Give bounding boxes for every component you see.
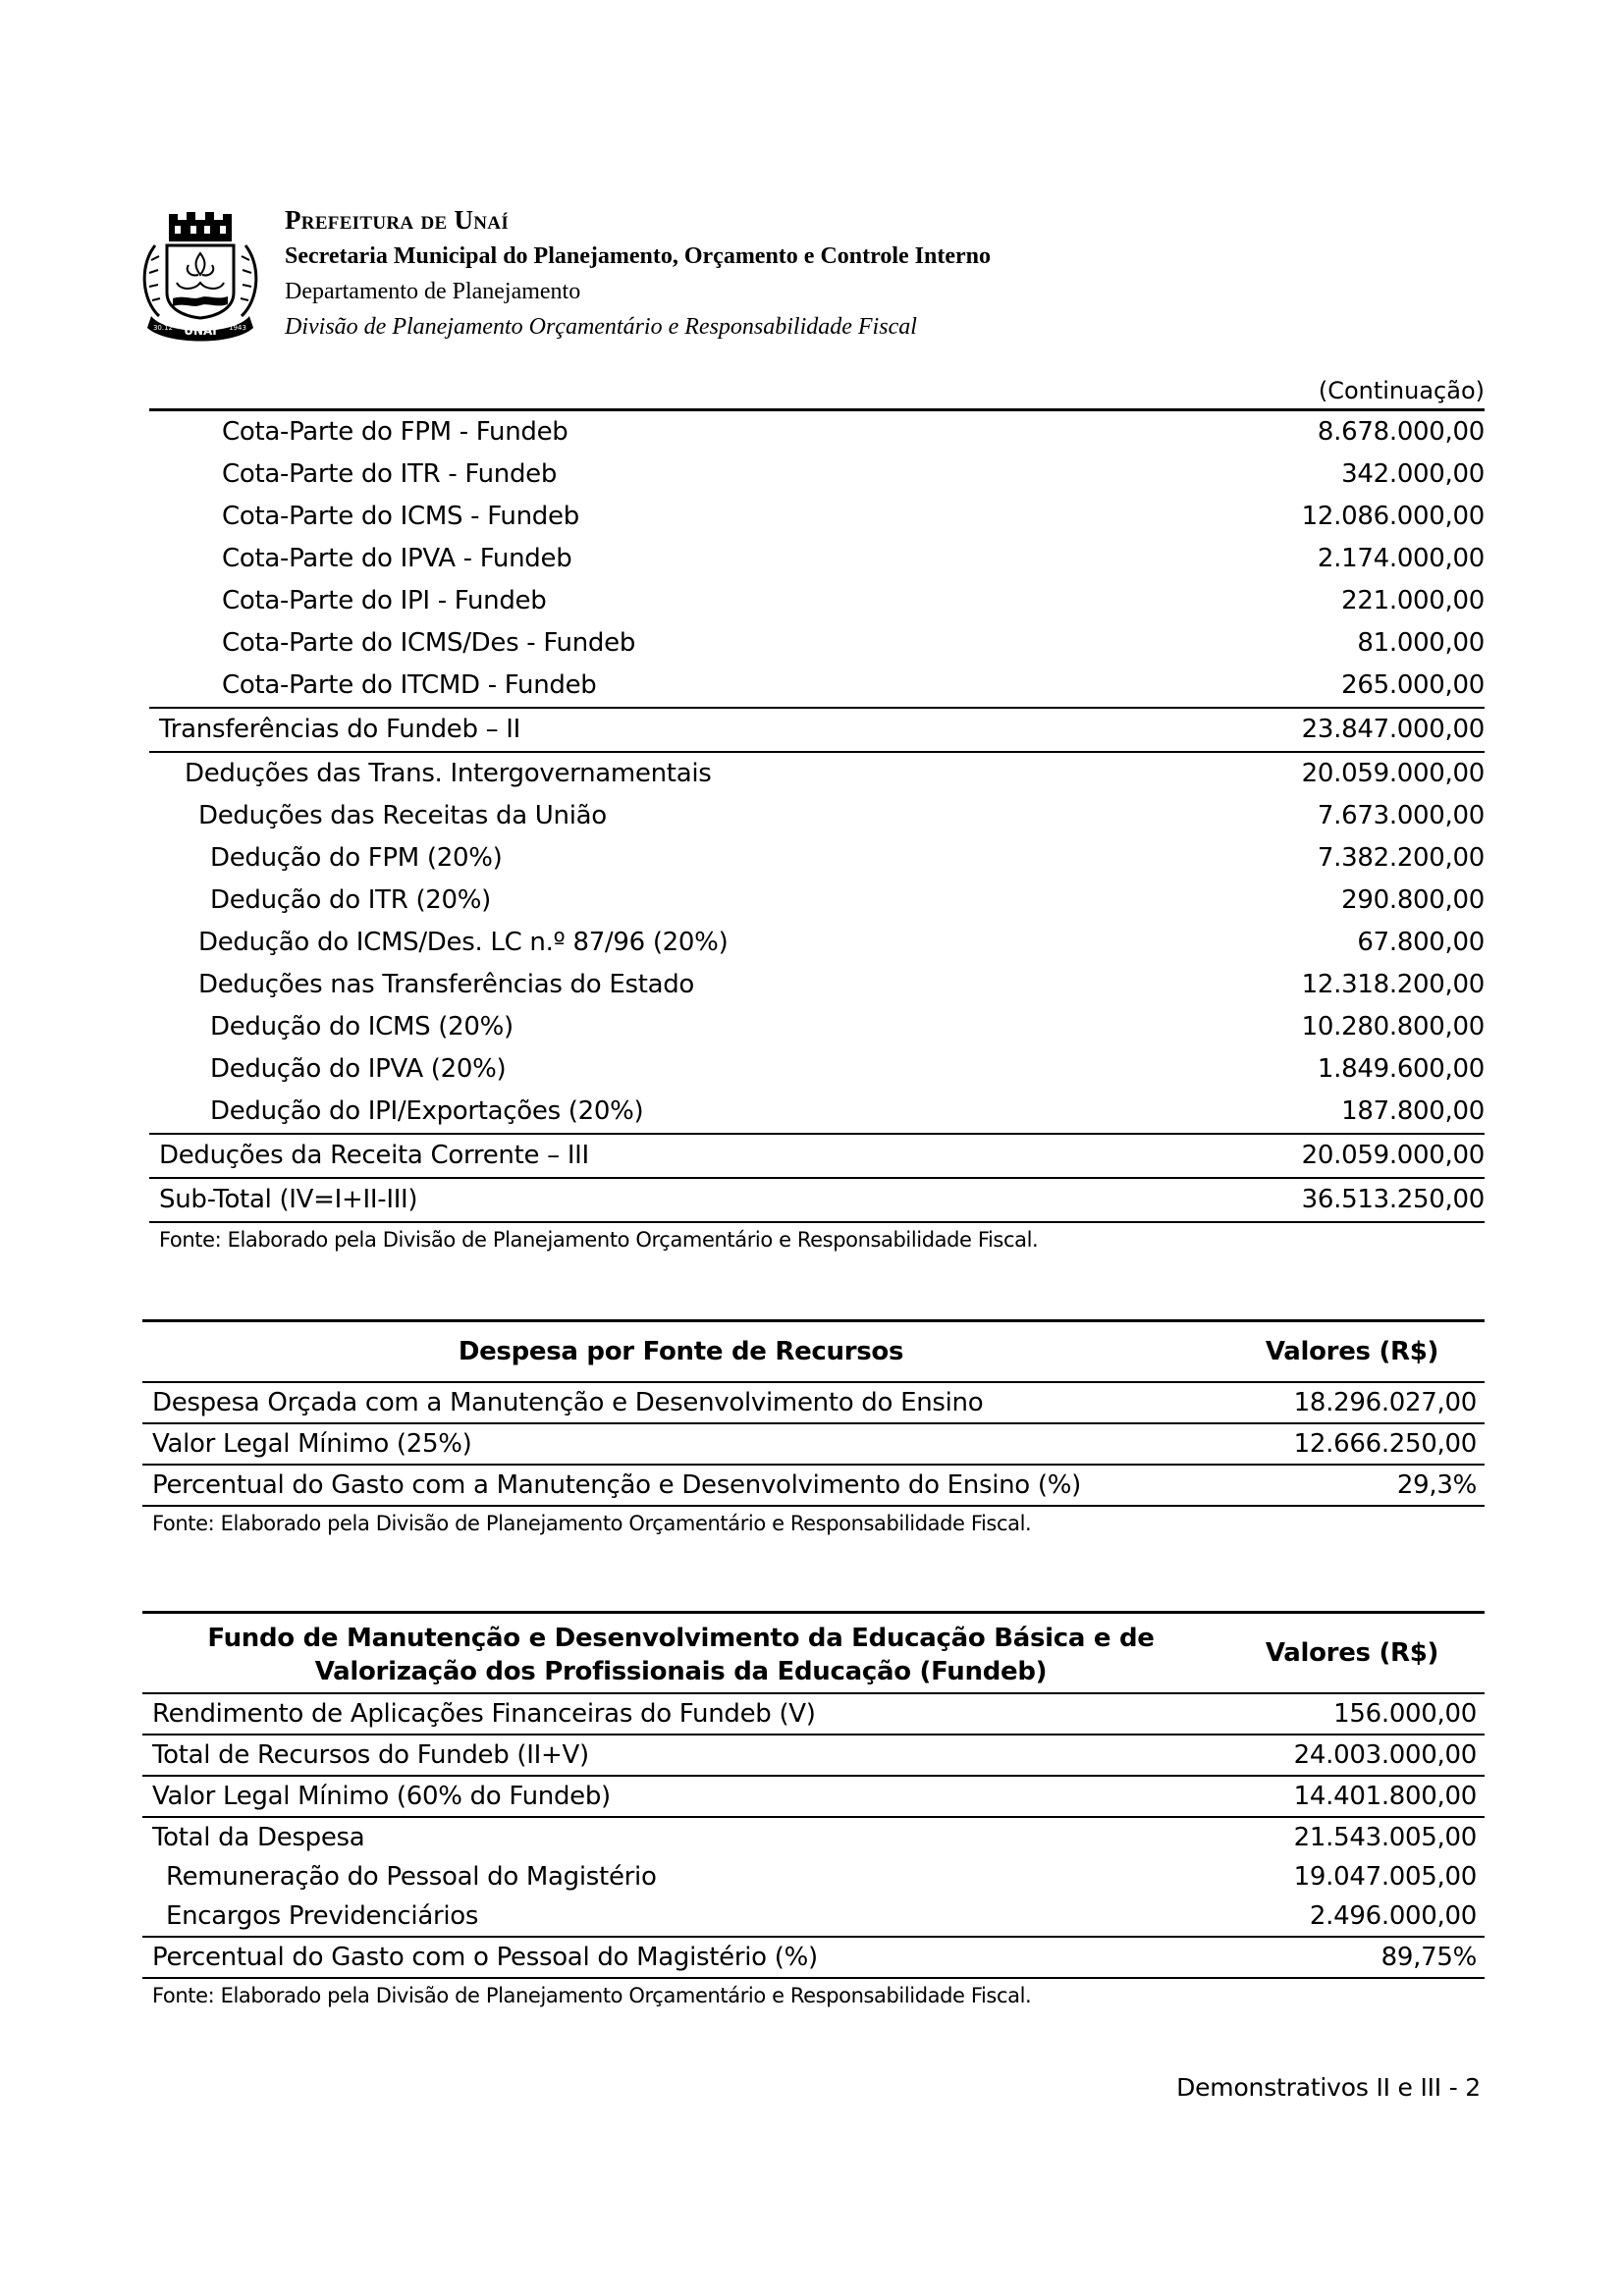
header-label-line1: Fundo de Manutenção e Desenvolvimento da Educação Básica e de xyxy=(207,1624,1155,1653)
row-value: 2.174.000,00 xyxy=(1317,544,1485,573)
table-row xyxy=(149,837,1485,880)
row-label: Cota-Parte do FPM - Fundeb xyxy=(222,417,568,447)
row-label: Cota-Parte do IPVA - Fundeb xyxy=(222,544,572,573)
row-value: 12.318.200,00 xyxy=(1301,970,1485,999)
fundeb-table xyxy=(142,1611,1485,2012)
row-value: 7.673.000,00 xyxy=(1317,801,1485,830)
row-label: Cota-Parte do ITCMD - Fundeb xyxy=(222,670,597,700)
table-row xyxy=(149,751,1485,795)
row-label: Encargos Previdenciários xyxy=(166,1901,479,1931)
row-value: 36.513.250,00 xyxy=(1301,1185,1485,1214)
header-value: Valores (R$) xyxy=(1265,1337,1439,1366)
table-row xyxy=(142,1816,1485,1857)
row-label: Dedução do IPVA (20%) xyxy=(210,1054,507,1084)
row-value: 1.849.600,00 xyxy=(1317,1054,1485,1084)
document-header xyxy=(285,201,991,345)
table-row xyxy=(149,454,1485,496)
table-row xyxy=(149,538,1485,580)
row-label: Deduções nas Transferências do Estado xyxy=(198,970,695,999)
row-label: Sub-Total (IV=I+II-III) xyxy=(159,1185,418,1214)
row-value: 21.543.005,00 xyxy=(1293,1823,1477,1852)
row-label: Dedução do ITR (20%) xyxy=(210,885,492,915)
table-row xyxy=(149,580,1485,622)
row-value: 290.800,00 xyxy=(1341,885,1485,915)
row-value: 14.401.800,00 xyxy=(1293,1782,1477,1811)
row-label: Cota-Parte do ICMS - Fundeb xyxy=(222,502,579,531)
table-row xyxy=(149,1133,1485,1177)
table-row xyxy=(149,1177,1485,1221)
table-source-note: Fonte: Elaborado pela Divisão de Planejamento Orçamentário e Responsabilidade Fiscal. xyxy=(152,1984,1032,2007)
revenue-continuation-table xyxy=(149,373,1485,1256)
table-header xyxy=(142,1322,1485,1381)
row-label: Dedução do ICMS/Des. LC n.º 87/96 (20%) xyxy=(198,928,729,957)
page-footer: Demonstrativos II e III - 2 xyxy=(1176,2073,1481,2102)
table-row xyxy=(149,795,1485,837)
row-label: Valor Legal Mínimo (25%) xyxy=(152,1429,472,1459)
table-row xyxy=(142,1464,1485,1505)
row-label: Total de Recursos do Fundeb (II+V) xyxy=(152,1740,589,1770)
row-label: Remuneração do Pessoal do Magistério xyxy=(166,1862,657,1892)
table-row xyxy=(142,1381,1485,1422)
row-label: Percentual do Gasto com o Pessoal do Magistério (%) xyxy=(152,1943,818,1972)
table-row xyxy=(149,411,1485,454)
table-row xyxy=(142,1734,1485,1775)
table-body xyxy=(142,1381,1485,1507)
logo-year: 1943 xyxy=(229,324,246,332)
row-value: 12.666.250,00 xyxy=(1293,1429,1477,1459)
row-value: 81.000,00 xyxy=(1357,628,1485,658)
header-divisao: Divisão de Planejamento Orçamentário e Responsabilidade Fiscal xyxy=(285,314,917,340)
table-row xyxy=(142,1857,1485,1896)
row-value: 8.678.000,00 xyxy=(1317,417,1485,447)
row-value: 156.000,00 xyxy=(1333,1699,1477,1729)
row-label: Cota-Parte do ICMS/Des - Fundeb xyxy=(222,628,636,658)
row-value: 18.296.027,00 xyxy=(1293,1388,1477,1417)
row-label: Valor Legal Mínimo (60% do Fundeb) xyxy=(152,1782,611,1811)
row-value: 342.000,00 xyxy=(1341,459,1485,489)
table-source-note: Fonte: Elaborado pela Divisão de Planejamento Orçamentário e Responsabilidade Fiscal. xyxy=(159,1228,1039,1252)
table-row xyxy=(142,1692,1485,1734)
table-row xyxy=(149,880,1485,922)
row-label: Percentual do Gasto com a Manutenção e Desenvolvimento do Ensino (%) xyxy=(152,1470,1081,1500)
header-title: Prefeitura de Unaí xyxy=(285,205,510,235)
row-value: 23.847.000,00 xyxy=(1301,715,1485,744)
table-row xyxy=(149,496,1485,538)
row-label: Total da Despesa xyxy=(152,1823,365,1852)
row-value: 187.800,00 xyxy=(1341,1096,1485,1126)
row-label: Dedução do FPM (20%) xyxy=(210,843,503,873)
row-value: 7.382.200,00 xyxy=(1317,843,1485,873)
row-label: Dedução do IPI/Exportações (20%) xyxy=(210,1096,644,1126)
header-label xyxy=(142,1618,1219,1688)
table-body xyxy=(142,1692,1485,1979)
table-row xyxy=(149,707,1485,751)
table-row xyxy=(142,1936,1485,1977)
table-row xyxy=(149,665,1485,707)
header-label: Despesa por Fonte de Recursos xyxy=(458,1337,904,1366)
logo-date: 30.12 xyxy=(152,324,174,332)
table-row xyxy=(149,1048,1485,1091)
row-value: 10.280.800,00 xyxy=(1301,1012,1485,1041)
row-label: Rendimento de Aplicações Financeiras do Fundeb (V) xyxy=(152,1699,816,1729)
header-secretaria: Secretaria Municipal do Planejamento, Orçamento e Controle Interno xyxy=(285,243,991,269)
row-label: Dedução do ICMS (20%) xyxy=(210,1012,514,1041)
header-value: Valores (R$) xyxy=(1265,1638,1439,1668)
row-label: Despesa Orçada com a Manutenção e Desenvolvimento do Ensino xyxy=(152,1388,984,1417)
row-value: 221.000,00 xyxy=(1341,586,1485,615)
table-source-note: Fonte: Elaborado pela Divisão de Planejamento Orçamentário e Responsabilidade Fiscal. xyxy=(152,1512,1032,1535)
logo-banner-text: UNAÍ xyxy=(184,324,217,338)
header-label-line2: Valorização dos Profissionais da Educação (Fundeb) xyxy=(314,1657,1048,1686)
table-body xyxy=(149,408,1485,1223)
row-value: 265.000,00 xyxy=(1341,670,1485,700)
row-label: Deduções da Receita Corrente – III xyxy=(159,1141,589,1170)
table-row xyxy=(142,1422,1485,1464)
table-row xyxy=(142,1775,1485,1816)
row-value: 20.059.000,00 xyxy=(1301,1141,1485,1170)
row-label: Deduções das Trans. Intergovernamentais xyxy=(185,759,712,788)
row-value: 2.496.000,00 xyxy=(1309,1901,1477,1931)
expense-by-source-table xyxy=(142,1319,1485,1540)
row-label: Cota-Parte do IPI - Fundeb xyxy=(222,586,547,615)
table-row xyxy=(149,1091,1485,1133)
row-value: 67.800,00 xyxy=(1357,928,1485,957)
row-value: 19.047.005,00 xyxy=(1293,1862,1477,1892)
table-row xyxy=(149,964,1485,1006)
row-value: 24.003.000,00 xyxy=(1293,1740,1477,1770)
table-row xyxy=(149,922,1485,964)
table-row xyxy=(149,1006,1485,1048)
coat-of-arms-icon xyxy=(137,206,263,344)
row-value: 89,75% xyxy=(1380,1943,1477,1972)
row-label: Transferências do Fundeb – II xyxy=(159,715,521,744)
row-value: 29,3% xyxy=(1396,1470,1477,1500)
table-row xyxy=(149,622,1485,665)
row-value: 20.059.000,00 xyxy=(1301,759,1485,788)
continuation-label: (Continuação) xyxy=(1318,377,1485,404)
table-header xyxy=(142,1614,1485,1692)
row-label: Cota-Parte do ITR - Fundeb xyxy=(222,459,558,489)
row-label: Deduções das Receitas da União xyxy=(198,801,607,830)
row-value: 12.086.000,00 xyxy=(1301,502,1485,531)
table-row xyxy=(142,1896,1485,1936)
header-departamento: Departamento de Planejamento xyxy=(285,279,581,304)
